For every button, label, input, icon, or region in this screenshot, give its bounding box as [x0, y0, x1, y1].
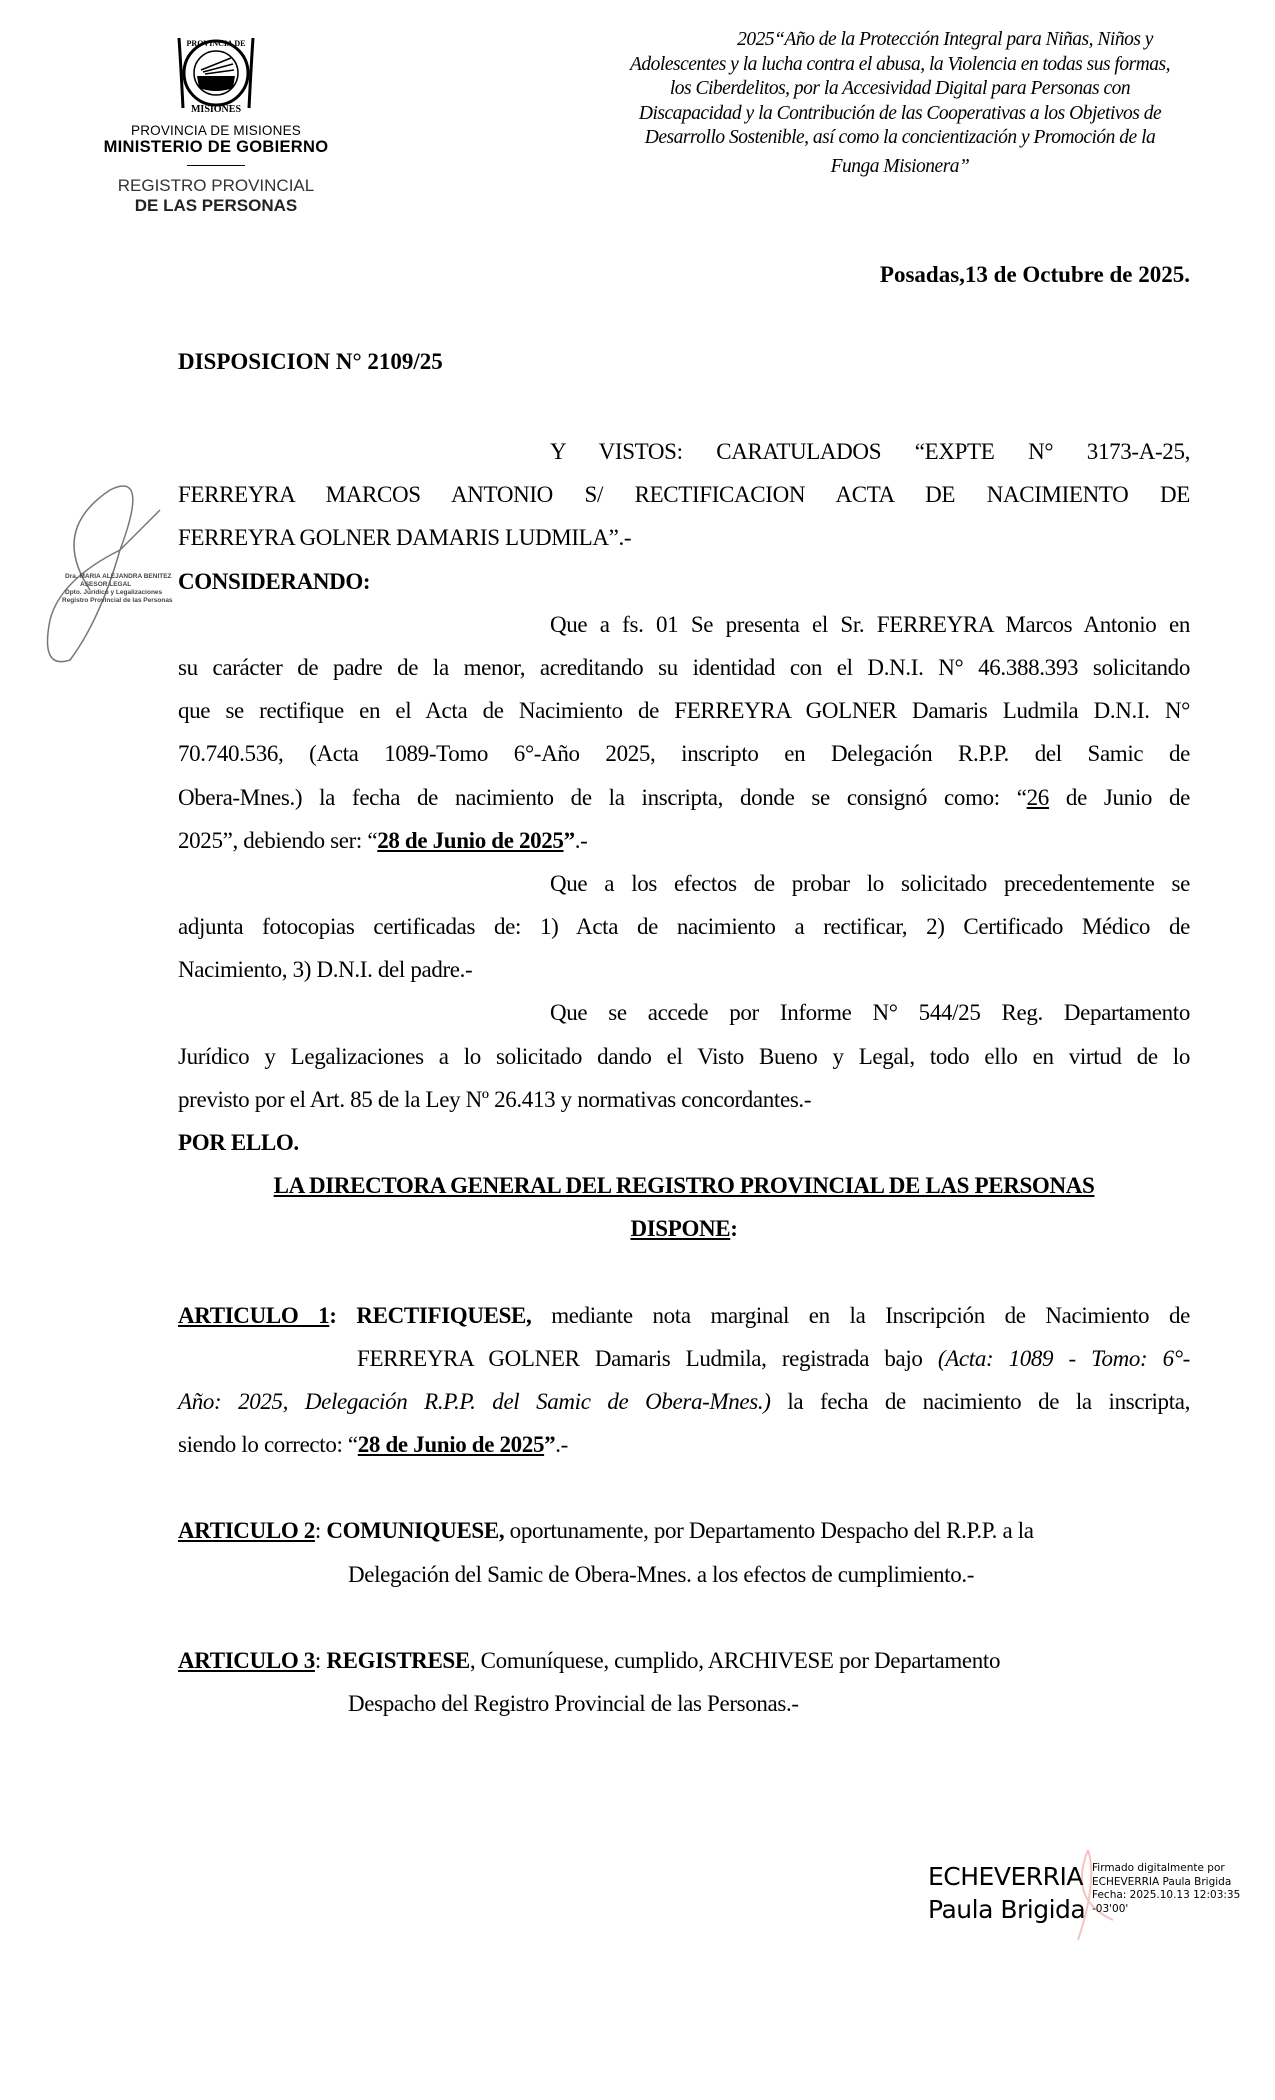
article-verb: REGISTRESE: [326, 1647, 470, 1673]
svg-text:Dra. MARIA ALEJANDRA BENITEZ: Dra. MARIA ALEJANDRA BENITEZ: [65, 573, 172, 580]
text: ”: [563, 827, 575, 853]
text: .-: [555, 1432, 568, 1458]
legal-advisor-stamp: [30, 470, 180, 680]
document-body: [178, 430, 1190, 1725]
divider: [187, 165, 245, 166]
considerando-heading: CONSIDERANDO:: [178, 568, 371, 594]
paragraph-line: [178, 819, 1190, 862]
signature-meta-line: Fecha: 2025.10.13 12:03:35: [1092, 1889, 1241, 1901]
article-1-line: [178, 1423, 1190, 1466]
paragraph-line: 70.740.536, (Acta 1089-Tomo 6°-Año 2025, inscripto en Delegación R.P.P. del Samic de: [178, 741, 1190, 767]
paragraph-line: Jurídico y Legalizaciones a lo solicitado dando el Visto Bueno y Legal, todo ello en virtud de lo: [178, 1043, 1190, 1069]
text: Obera-Mnes.) la fecha de nacimiento de la inscripta, donde se consignó como: “: [178, 784, 1027, 810]
paragraph-line: [178, 776, 1190, 819]
text: (Acta: 1089 - Tomo: 6°-: [937, 1345, 1190, 1371]
signer-given-name: Paula Brigida: [928, 1895, 1086, 1924]
svg-text:MISIONES: MISIONES: [190, 104, 242, 114]
svg-text:Registro Provincial de las Per: Registro Provincial de las Personas: [62, 597, 173, 604]
authority-heading: LA DIRECTORA GENERAL DEL REGISTRO PROVINCIAL DE LAS PERSONAS: [273, 1173, 1095, 1199]
signature-meta-line: -03'00': [1092, 1902, 1129, 1915]
dispone: DISPONE: [630, 1216, 731, 1242]
text: la fecha de nacimiento de la inscripta,: [770, 1388, 1190, 1414]
document-date: Posadas,13 de Octubre de 2025.: [879, 262, 1190, 287]
paragraph-line: previsto por el Art. 85 de la Ley Nº 26.413 y normativas concordantes.-: [178, 1086, 812, 1112]
article-verb: RECTIFIQUESE,: [356, 1302, 532, 1328]
signature-meta-line: ECHEVERRIA Paula Brigida: [1092, 1875, 1232, 1888]
text: siendo lo correcto: “: [178, 1432, 358, 1458]
text: ”: [544, 1432, 556, 1458]
signature-details: [1092, 1862, 1240, 1916]
handwritten-signature-icon: [30, 470, 180, 680]
motto-line: Funga Misionera”: [830, 155, 970, 177]
text: de Junio de: [1048, 784, 1190, 810]
paragraph-line: Que a fs. 01 Se presenta el Sr. FERREYRA Marcos Antonio en: [550, 611, 1190, 637]
motto-line: Adolescentes y la lucha contra el abusa, la Violencia en todas sus formas,: [630, 53, 1170, 75]
ministry-logo: [100, 28, 332, 216]
article-label: ARTICULO 2: [178, 1518, 315, 1544]
article-3-line: Despacho del Registro Provincial de las Personas.-: [348, 1690, 799, 1716]
ministry-name: MINISTERIO DE GOBIERNO: [103, 138, 329, 156]
registry-name-line1: REGISTRO PROVINCIAL: [117, 176, 315, 195]
text: .-: [574, 827, 588, 853]
motto-line: Discapacidad y la Contribución de las Cooperativas a los Objetivos de: [638, 102, 1162, 124]
article-1-line: [178, 1380, 1190, 1423]
correct-date: 28 de Junio de 2025: [357, 1432, 545, 1458]
vistos-line: FERREYRA GOLNER DAMARIS LUDMILA”.-: [178, 525, 632, 551]
text: :: [730, 1216, 738, 1242]
wrong-day: 26: [1026, 784, 1049, 810]
text: mediante nota marginal en la Inscripción de Nacimiento de: [531, 1302, 1190, 1328]
paragraph-line: su carácter de padre de la menor, acreditando su identidad con el D.N.I. N° 46.388.393 solicitando: [178, 654, 1190, 680]
correct-date: 28 de Junio de 2025: [377, 827, 564, 853]
paragraph-line: adjunta fotocopias certificadas de: 1) Acta de nacimiento a rectificar, 2) Certificado Médico de: [178, 914, 1190, 940]
article-2-line: [178, 1509, 1190, 1552]
paragraph-line: Que se accede por Informe N° 544/25 Reg. Departamento: [550, 1000, 1190, 1026]
motto-line: los Ciberdelitos, por la Accesividad Digital para Personas con: [669, 78, 1131, 99]
signer-surname: ECHEVERRIA: [928, 1862, 1083, 1891]
text: FERREYRA GOLNER Damaris Ludmila, registrada bajo: [357, 1345, 938, 1371]
article-label: ARTICULO 3: [178, 1647, 315, 1673]
disposition-title: DISPOSICION N° 2109/25: [178, 349, 443, 374]
text: :: [329, 1302, 357, 1328]
signature-meta-line: Firmado digitalmente por: [1092, 1862, 1225, 1874]
motto-line: Desarrollo Sostenible, así como la concientización y Promoción de la: [644, 127, 1156, 148]
paragraph-line: que se rectifique en el Acta de Nacimiento de FERREYRA GOLNER Damaris Ludmila D.N.I. N°: [178, 698, 1190, 724]
registry-name-line2: DE LAS PERSONAS: [134, 196, 298, 215]
text: , Comuníquese, cumplido, ARCHIVESE por Departamento: [469, 1647, 1001, 1673]
dispone-heading: [178, 1207, 1190, 1250]
article-3-line: [178, 1639, 1190, 1682]
signer-name: [928, 1860, 1085, 1926]
article-1-line: [178, 1337, 1190, 1380]
province-name: PROVINCIA DE MISIONES: [131, 123, 301, 138]
article-label: ARTICULO 1: [178, 1302, 330, 1328]
svg-text:PROVINCIA DE: PROVINCIA DE: [186, 39, 246, 48]
motto-line: 2025“Año de la Protección Integral para Niñas, Niños y: [737, 29, 1153, 50]
svg-text:Dpto. Jurídico y Legalizacione: Dpto. Jurídico y Legalizaciones: [65, 589, 163, 596]
text: 2025”, debiendo ser: “: [178, 827, 378, 853]
text: :: [314, 1647, 327, 1673]
svg-text:ASESOR LEGAL: ASESOR LEGAL: [80, 581, 132, 588]
vistos-line: FERREYRA MARCOS ANTONIO S/ RECTIFICACION ACTA DE NACIMIENTO DE: [178, 482, 1190, 508]
article-verb: COMUNIQUESE,: [326, 1518, 505, 1544]
province-emblem-icon: [171, 28, 261, 114]
article-2-line: Delegación del Samic de Obera-Mnes. a los efectos de cumplimiento.-: [348, 1561, 975, 1587]
article-1-line: [178, 1294, 1190, 1337]
digital-signature: [928, 1840, 1268, 1950]
vistos-line: Y VISTOS: CARATULADOS “EXPTE N° 3173-A-25,: [550, 439, 1190, 464]
paragraph-line: Nacimiento, 3) D.N.I. del padre.-: [178, 957, 473, 983]
text: :: [314, 1518, 327, 1544]
year-motto: [575, 28, 1225, 179]
por-ello-heading: POR ELLO.: [178, 1130, 299, 1155]
text: Año: 2025, Delegación R.P.P. del Samic de Obera-Mnes.): [178, 1388, 771, 1414]
paragraph-line: Que a los efectos de probar lo solicitado precedentemente se: [550, 870, 1190, 896]
text: oportunamente, por Departamento Despacho del R.P.P. a la: [504, 1518, 1034, 1544]
